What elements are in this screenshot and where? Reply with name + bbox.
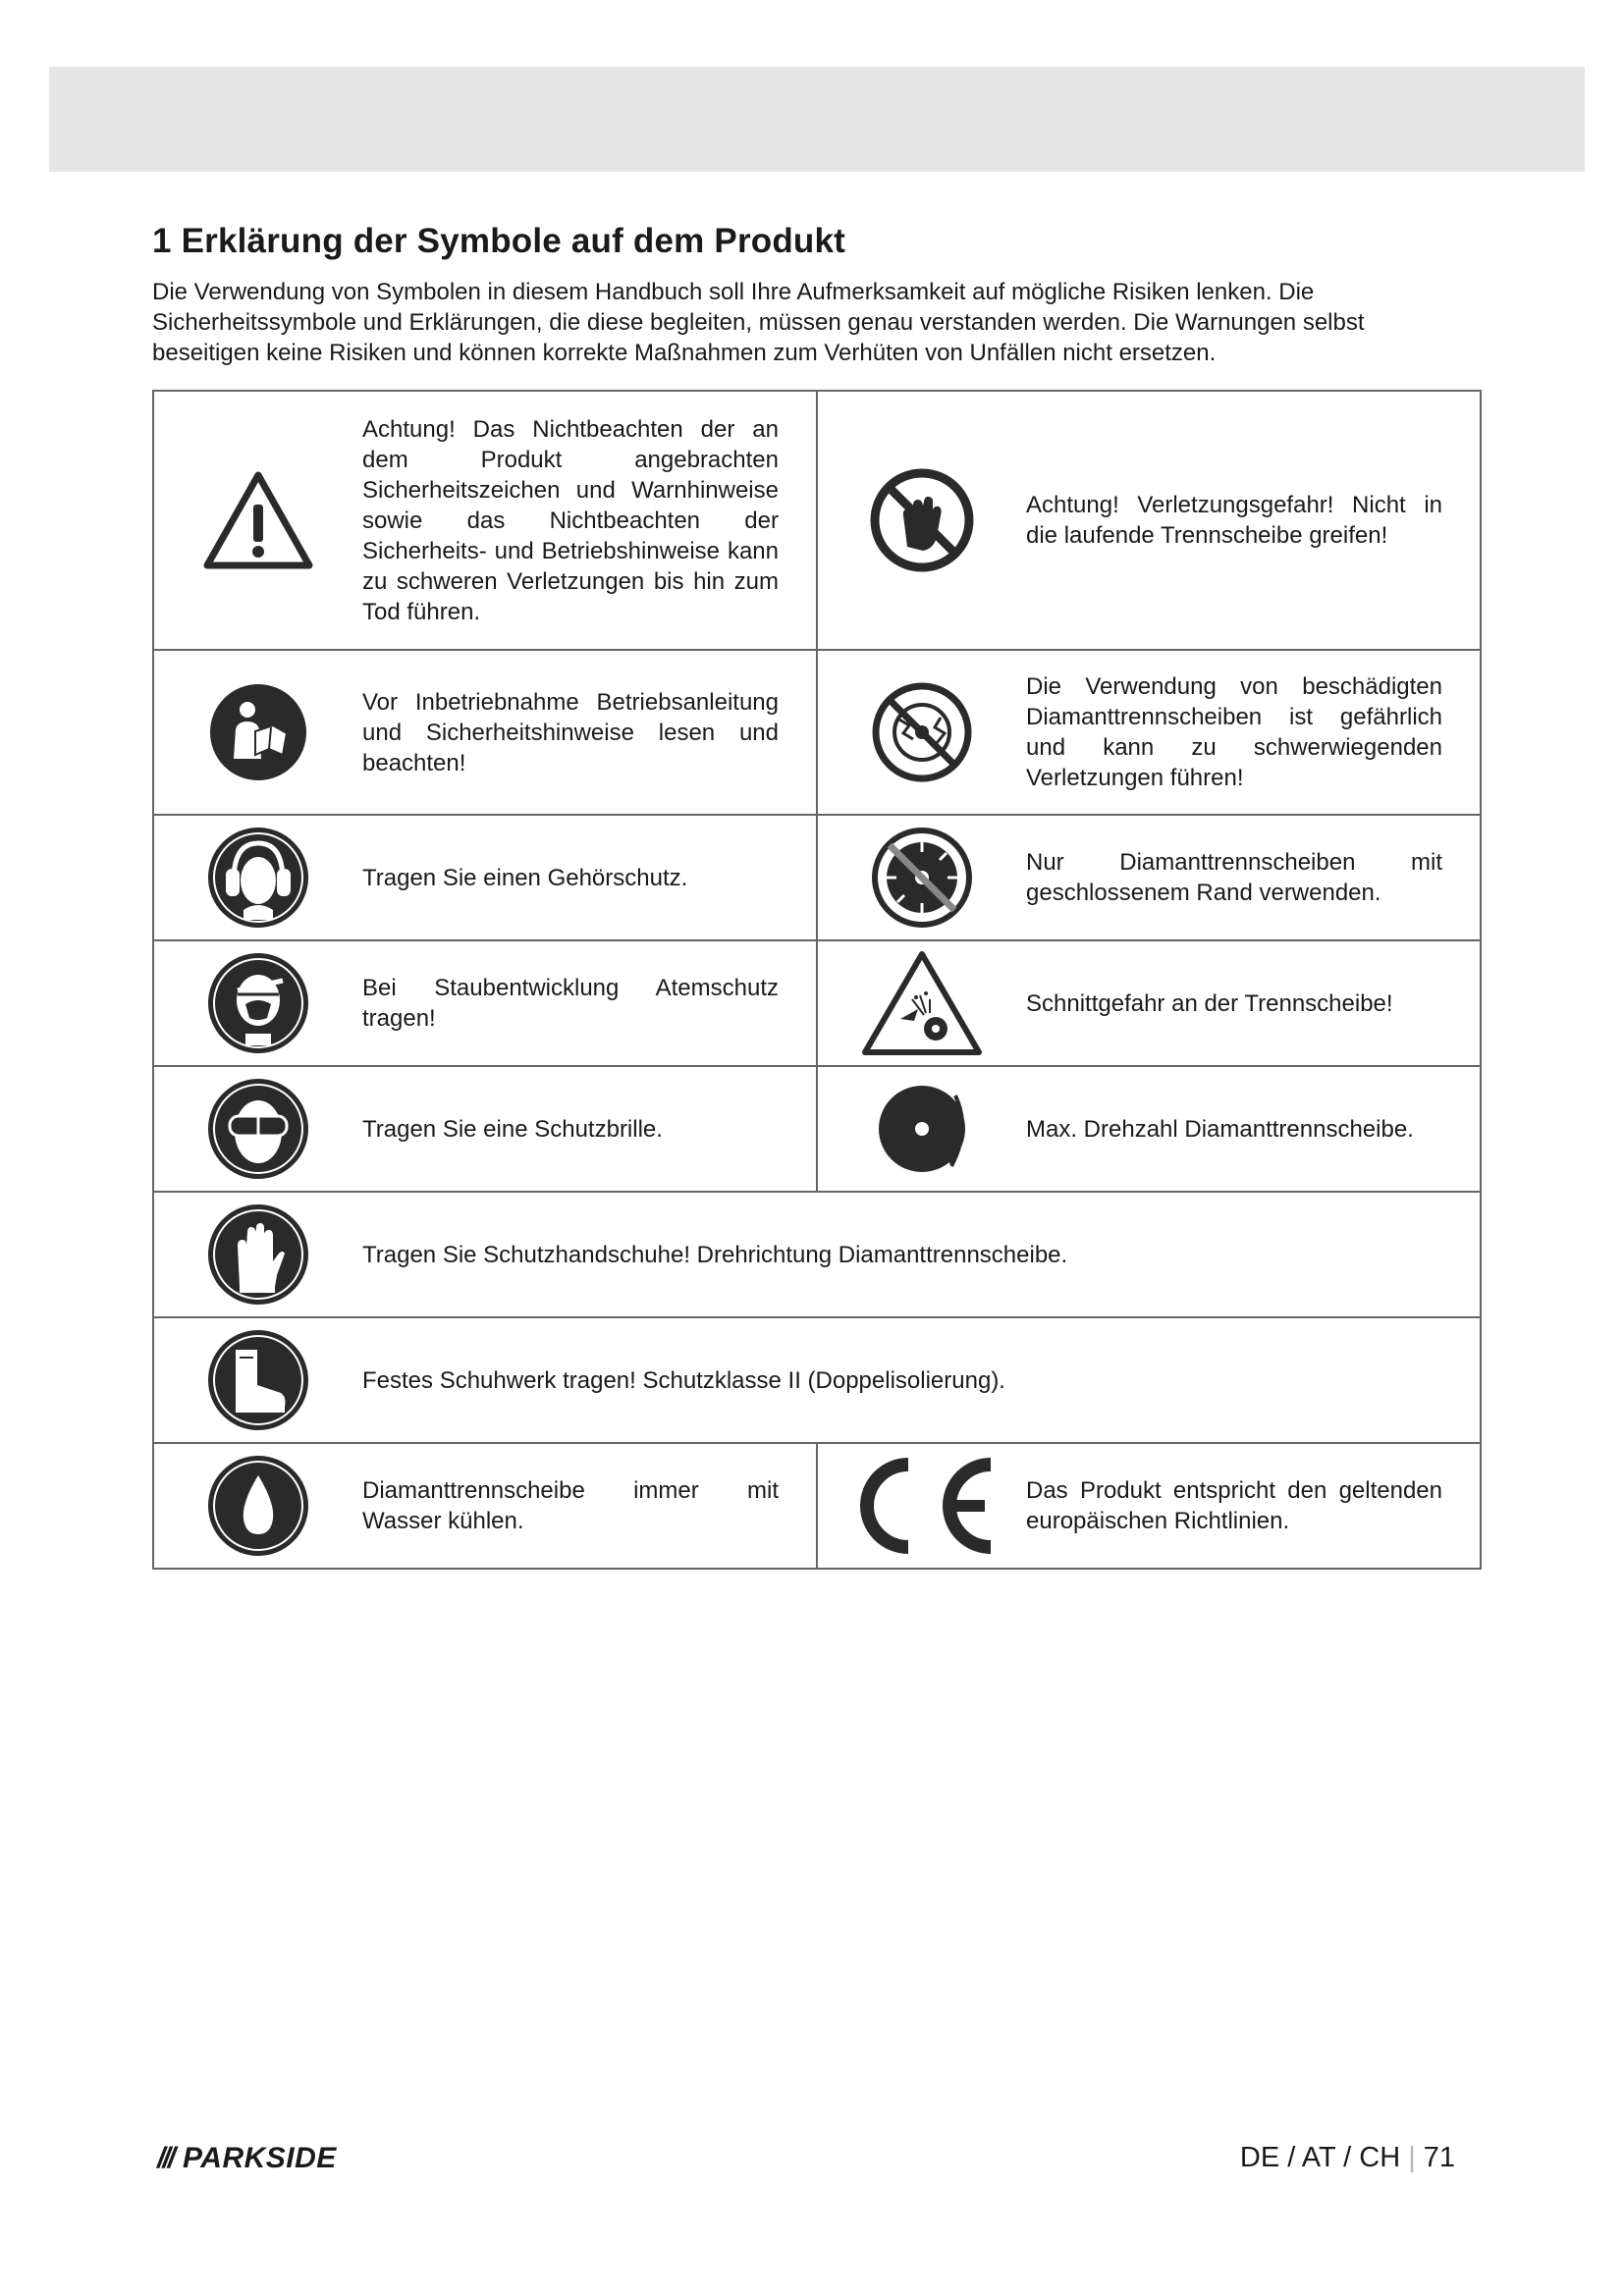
intro-paragraph: Die Verwendung von Symbolen in diesem Handbuch soll Ihre Aufmerksamkeit auf mögliche Risiken lenken. Die Sicherheitssymbole und Erklärungen, die diese begleiten, müssen genau verstanden werden. Die Warnungen selbst beseitigen keine Risiken und können korrekte Maßnahmen zum Verhüten von Unfällen nicht ersetzen. <box>152 279 1365 366</box>
table-cell <box>153 815 817 940</box>
water-cooling-icon <box>154 1454 362 1558</box>
table-row <box>153 940 1481 1066</box>
locale-codes: DE / AT / CH <box>1239 2142 1401 2173</box>
header-band <box>49 67 1585 172</box>
table-cell <box>817 650 1481 815</box>
table-row <box>153 650 1481 815</box>
table-row <box>153 1443 1481 1569</box>
symbol-description: Achtung! Verletzungsgefahr! Nicht in die laufende Trennscheibe greifen! <box>1026 492 1442 549</box>
symbol-description: Tragen Sie einen Gehörschutz. <box>362 864 688 891</box>
table-cell <box>153 1317 1481 1443</box>
symbol-description: Das Produkt entspricht den geltenden europäischen Richtlinien. <box>1026 1477 1442 1534</box>
page-number: 71 <box>1423 2142 1455 2173</box>
table-cell <box>817 1066 1481 1192</box>
table-cell <box>153 1066 817 1192</box>
symbols-table <box>152 390 1482 1570</box>
section-title: 1 Erklärung der Symbole auf dem Produkt <box>152 222 846 260</box>
symbol-description: Tragen Sie Schutzhandschuhe! Drehrichtung Diamanttrennscheibe. <box>362 1241 1068 1268</box>
table-row <box>153 1066 1481 1192</box>
symbol-description: Bei Staubentwicklung Atemschutz tragen! <box>362 975 779 1032</box>
read-manual-icon <box>154 682 362 782</box>
symbol-description: Schnittgefahr an der Trennscheibe! <box>1026 989 1393 1017</box>
no-hand-icon <box>818 466 1026 574</box>
table-cell <box>817 940 1481 1066</box>
brand-name: PARKSIDE <box>183 2142 337 2174</box>
table-cell <box>153 391 817 650</box>
table-row <box>153 1192 1481 1317</box>
table-cell <box>153 1192 1481 1317</box>
ce-mark-icon <box>818 1451 1026 1561</box>
gloves-icon <box>154 1202 362 1307</box>
ear-protection-icon <box>154 826 362 930</box>
safety-goggles-icon <box>154 1077 362 1181</box>
table-row <box>153 815 1481 940</box>
table-row <box>153 1317 1481 1443</box>
warning-triangle-icon <box>154 471 362 569</box>
footer-separator: | <box>1408 2142 1416 2173</box>
table-cell <box>817 815 1481 940</box>
page-footer <box>1240 2142 1455 2174</box>
symbol-description: Festes Schuhwerk tragen! Schutzklasse II (Doppelisolierung). <box>362 1366 1005 1394</box>
table-cell <box>817 1443 1481 1569</box>
symbol-description: Vor Inbetriebnahme Betriebsanleitung und Sicherheitshinweise lesen und beachten! <box>362 688 779 776</box>
brand-logo <box>157 2142 337 2175</box>
symbol-description: Nur Diamanttrennscheiben mit geschlossenem Rand verwenden. <box>1026 849 1442 906</box>
table-cell <box>817 391 1481 650</box>
no-damaged-disc-icon <box>818 680 1026 784</box>
table-cell <box>153 1443 817 1569</box>
max-speed-disc-icon <box>818 1076 1026 1182</box>
table-cell <box>153 940 817 1066</box>
symbol-description: Die Verwendung von beschädigten Diamanttrennscheiben ist gefährlich und kann zu schwerwiegenden Verletzungen führen! <box>1026 673 1442 791</box>
table-row <box>153 391 1481 650</box>
no-segmented-disc-icon <box>818 826 1026 930</box>
table-cell <box>153 650 817 815</box>
brand-stripes-icon: /// <box>157 2142 174 2174</box>
safety-boots-icon <box>154 1328 362 1432</box>
symbol-description: Max. Drehzahl Diamanttrennscheibe. <box>1026 1115 1414 1143</box>
symbol-description: Diamanttrennscheibe immer mit Wasser kühlen. <box>362 1477 779 1534</box>
cut-hazard-icon <box>818 950 1026 1056</box>
respirator-icon <box>154 951 362 1055</box>
symbol-description: Tragen Sie eine Schutzbrille. <box>362 1115 663 1143</box>
symbol-description: Achtung! Das Nichtbeachten der an dem Produkt angebrachten Sicherheitszeichen und Warnhinweise sowie das Nichtbeachten der Sicherheits- und Betriebshinweise kann zu schweren Verletzungen bis hin zum Tod führen. <box>362 415 779 625</box>
